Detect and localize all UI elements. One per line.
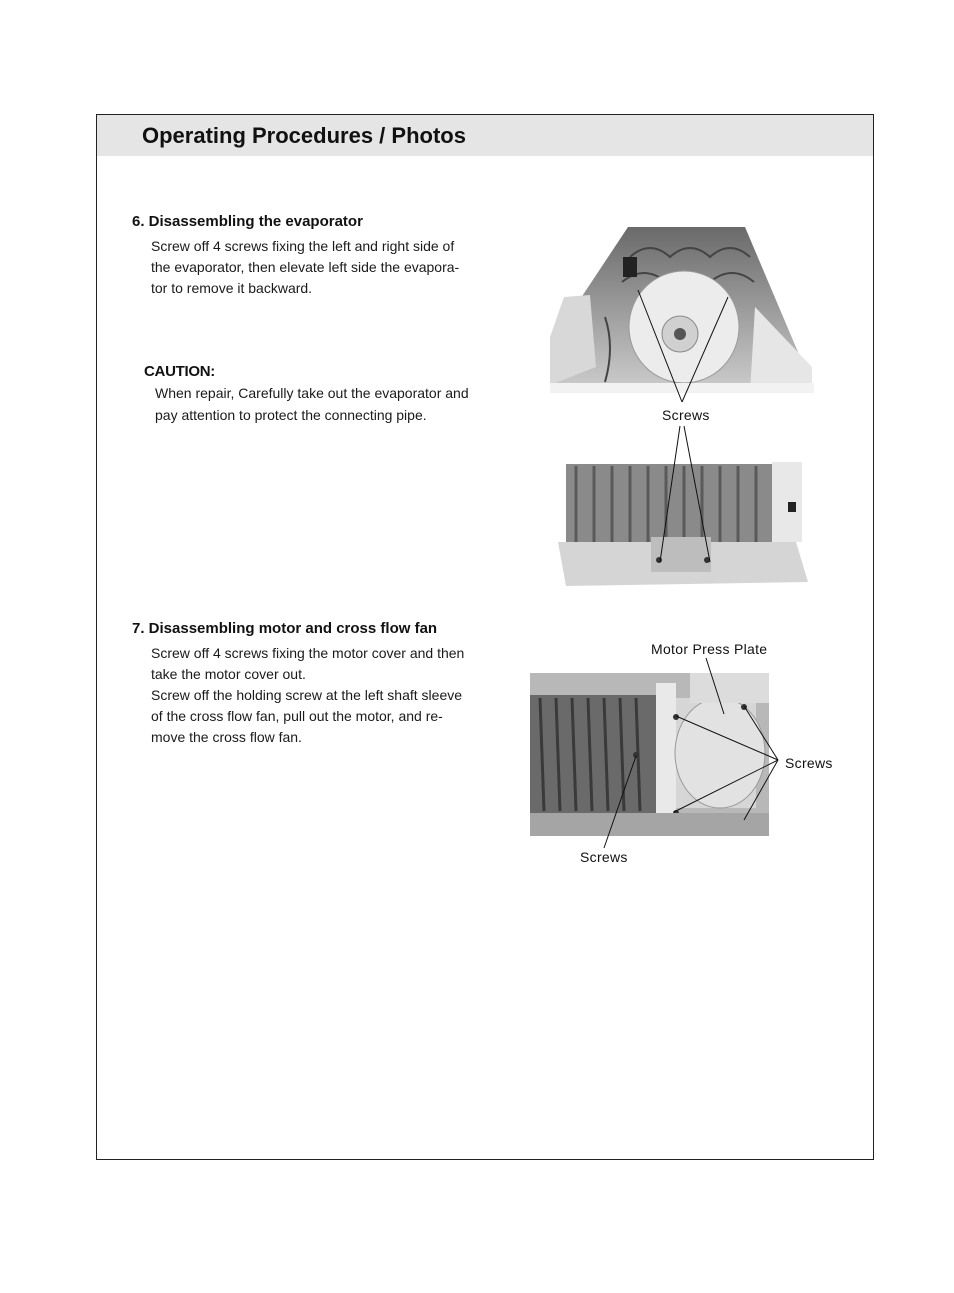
motor-press-plate-label: Motor Press Plate — [651, 641, 768, 657]
page-header — [97, 115, 873, 156]
section-7-body — [151, 643, 481, 748]
section-6-title: 6. Disassembling the evaporator — [132, 213, 363, 230]
section-7-title: 7. Disassembling motor and cross flow fan — [132, 620, 438, 637]
screws-label-motor-bottom: Screws — [580, 849, 628, 865]
caution-body — [155, 382, 495, 426]
text-line: take the motor cover out. — [151, 666, 306, 682]
page-title: Operating Procedures / Photos — [142, 123, 466, 148]
section-6-body — [151, 236, 481, 299]
evaporator-photo-top — [550, 227, 814, 393]
text-line: Screw off 4 screws fixing the motor cover and then — [151, 645, 465, 661]
text-line: When repair, Carefully take out the evaporator and — [155, 385, 469, 401]
motor-fan-photo — [530, 673, 769, 836]
text-line: of the cross flow fan, pull out the motor, and re- — [151, 708, 443, 724]
text-line: Screw off the holding screw at the left shaft sleeve — [151, 687, 463, 703]
text-line: pay attention to protect the connecting pipe. — [155, 407, 427, 423]
evaporator-photo-front — [556, 462, 808, 586]
text-line: the evaporator, then elevate left side the evapora- — [151, 259, 460, 275]
caution-label: CAUTION: — [144, 363, 215, 380]
text-line: tor to remove it backward. — [151, 280, 313, 296]
text-line: Screw off 4 screws fixing the left and right side of — [151, 238, 455, 254]
text-line: move the cross flow fan. — [151, 729, 302, 745]
screws-label-evaporator: Screws — [662, 407, 710, 423]
screws-label-motor-right: Screws — [785, 755, 833, 771]
